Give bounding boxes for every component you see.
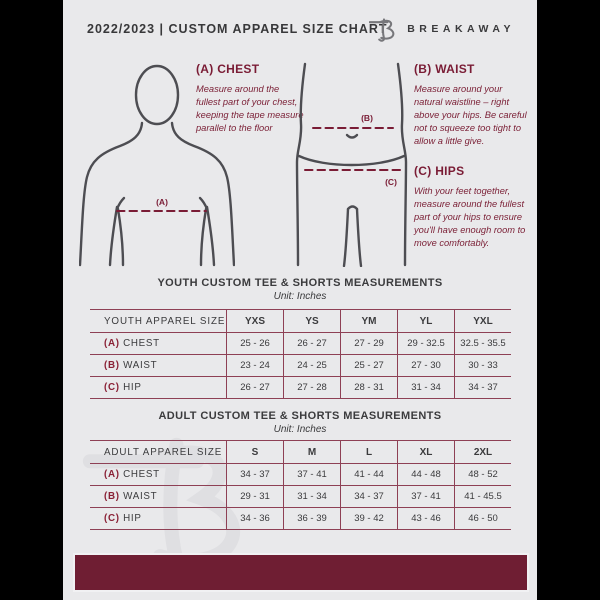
hips-instruction xyxy=(414,164,532,250)
size-column-header: M xyxy=(284,441,341,464)
hips-line-label: (C) xyxy=(385,177,397,187)
youth-size-table xyxy=(90,309,511,399)
waist-instruction xyxy=(414,62,530,148)
youth-section-unit: Unit: Inches xyxy=(273,291,327,302)
size-column-header: S xyxy=(227,441,284,464)
measurement-label: (C) HIP xyxy=(90,377,227,399)
measurement-value: 29 - 32.5 xyxy=(398,333,455,355)
measurement-value: 25 - 26 xyxy=(227,333,284,355)
brand-lockup xyxy=(369,15,515,43)
measurement-value: 31 - 34 xyxy=(284,486,341,508)
measurement-label: (A) CHEST xyxy=(90,464,227,486)
measurement-value: 29 - 31 xyxy=(227,486,284,508)
table-row xyxy=(90,508,511,530)
size-chart-document xyxy=(63,0,537,600)
measurement-value: 46 - 50 xyxy=(455,508,512,530)
measurement-value: 43 - 46 xyxy=(398,508,455,530)
hip-line xyxy=(299,156,404,165)
hips-instruction-text: With your feet together, measure around the fullest part of your hips to ensure you'll have enough room to move comfortably. xyxy=(414,186,526,249)
brand-name: BREAKAWAY xyxy=(407,23,515,35)
measurement-value: 24 - 25 xyxy=(284,355,341,377)
measurement-value: 27 - 29 xyxy=(341,333,398,355)
size-column-header: YS xyxy=(284,310,341,333)
measurement-value: 34 - 36 xyxy=(227,508,284,530)
measurement-value: 41 - 44 xyxy=(341,464,398,486)
measurement-value: 48 - 52 xyxy=(455,464,512,486)
size-column-header: YXS xyxy=(227,310,284,333)
adult-size-table xyxy=(90,440,511,530)
size-table-title-cell: ADULT APPAREL SIZE xyxy=(90,441,227,464)
table-row xyxy=(90,486,511,508)
waist-instruction-text: Measure around your natural waistline – right above your hips. Be careful not to squeeze too tight to allow a little give. xyxy=(414,84,527,147)
table-header-row xyxy=(90,441,511,464)
adult-section-title: ADULT CUSTOM TEE & SHORTS MEASUREMENTS xyxy=(158,410,442,422)
size-table-title-cell: YOUTH APPAREL SIZE xyxy=(90,310,227,333)
measurement-label: (A) CHEST xyxy=(90,333,227,355)
measurement-value: 36 - 39 xyxy=(284,508,341,530)
breakaway-logo-icon xyxy=(369,15,399,43)
waist-instruction-heading: (B) WAIST xyxy=(414,62,475,76)
table-row xyxy=(90,355,511,377)
measurement-label: (B) WAIST xyxy=(90,486,227,508)
footer-accent-bar xyxy=(73,553,529,592)
size-column-header: YXL xyxy=(455,310,512,333)
chest-instruction xyxy=(196,62,304,135)
chest-instruction-text: Measure around the fullest part of your chest, keeping the tape measure parallel to the floor xyxy=(196,84,304,134)
youth-section-title: YOUTH CUSTOM TEE & SHORTS MEASUREMENTS xyxy=(157,277,443,289)
measurement-value: 26 - 27 xyxy=(284,333,341,355)
measurement-value: 34 - 37 xyxy=(341,486,398,508)
chest-instruction-heading: (A) CHEST xyxy=(196,62,260,76)
measurement-value: 37 - 41 xyxy=(398,486,455,508)
measurement-label: (C) HIP xyxy=(90,508,227,530)
size-column-header: L xyxy=(341,441,398,464)
table-row xyxy=(90,333,511,355)
measurement-value: 32.5 - 35.5 xyxy=(455,333,512,355)
size-column-header: YL xyxy=(398,310,455,333)
size-column-header: XL xyxy=(398,441,455,464)
measurement-value: 30 - 33 xyxy=(455,355,512,377)
waist-line-label: (B) xyxy=(361,113,373,123)
measurement-value: 39 - 42 xyxy=(341,508,398,530)
size-column-header: 2XL xyxy=(455,441,512,464)
measurement-value: 23 - 24 xyxy=(227,355,284,377)
measurement-label: (B) WAIST xyxy=(90,355,227,377)
measurement-value: 28 - 31 xyxy=(341,377,398,399)
navel-mark xyxy=(347,135,357,138)
measurement-value: 41 - 45.5 xyxy=(455,486,512,508)
measurement-value: 31 - 34 xyxy=(398,377,455,399)
table-row xyxy=(90,377,511,399)
table-header-row xyxy=(90,310,511,333)
hips-instruction-heading: (C) HIPS xyxy=(414,164,465,178)
lower-body-figure xyxy=(295,62,408,267)
measurement-value: 37 - 41 xyxy=(284,464,341,486)
head-outline xyxy=(136,66,178,124)
adult-section-unit: Unit: Inches xyxy=(273,424,327,435)
measurement-value: 27 - 28 xyxy=(284,377,341,399)
measurement-value: 44 - 48 xyxy=(398,464,455,486)
measurement-value: 25 - 27 xyxy=(341,355,398,377)
measurement-value: 27 - 30 xyxy=(398,355,455,377)
measurement-value: 26 - 27 xyxy=(227,377,284,399)
size-column-header: YM xyxy=(341,310,398,333)
measurement-value: 34 - 37 xyxy=(227,464,284,486)
page-title: 2022/2023 | CUSTOM APPAREL SIZE CHART xyxy=(87,22,388,36)
measurement-value: 34 - 37 xyxy=(455,377,512,399)
chest-line-label: (A) xyxy=(156,197,168,207)
table-row xyxy=(90,464,511,486)
